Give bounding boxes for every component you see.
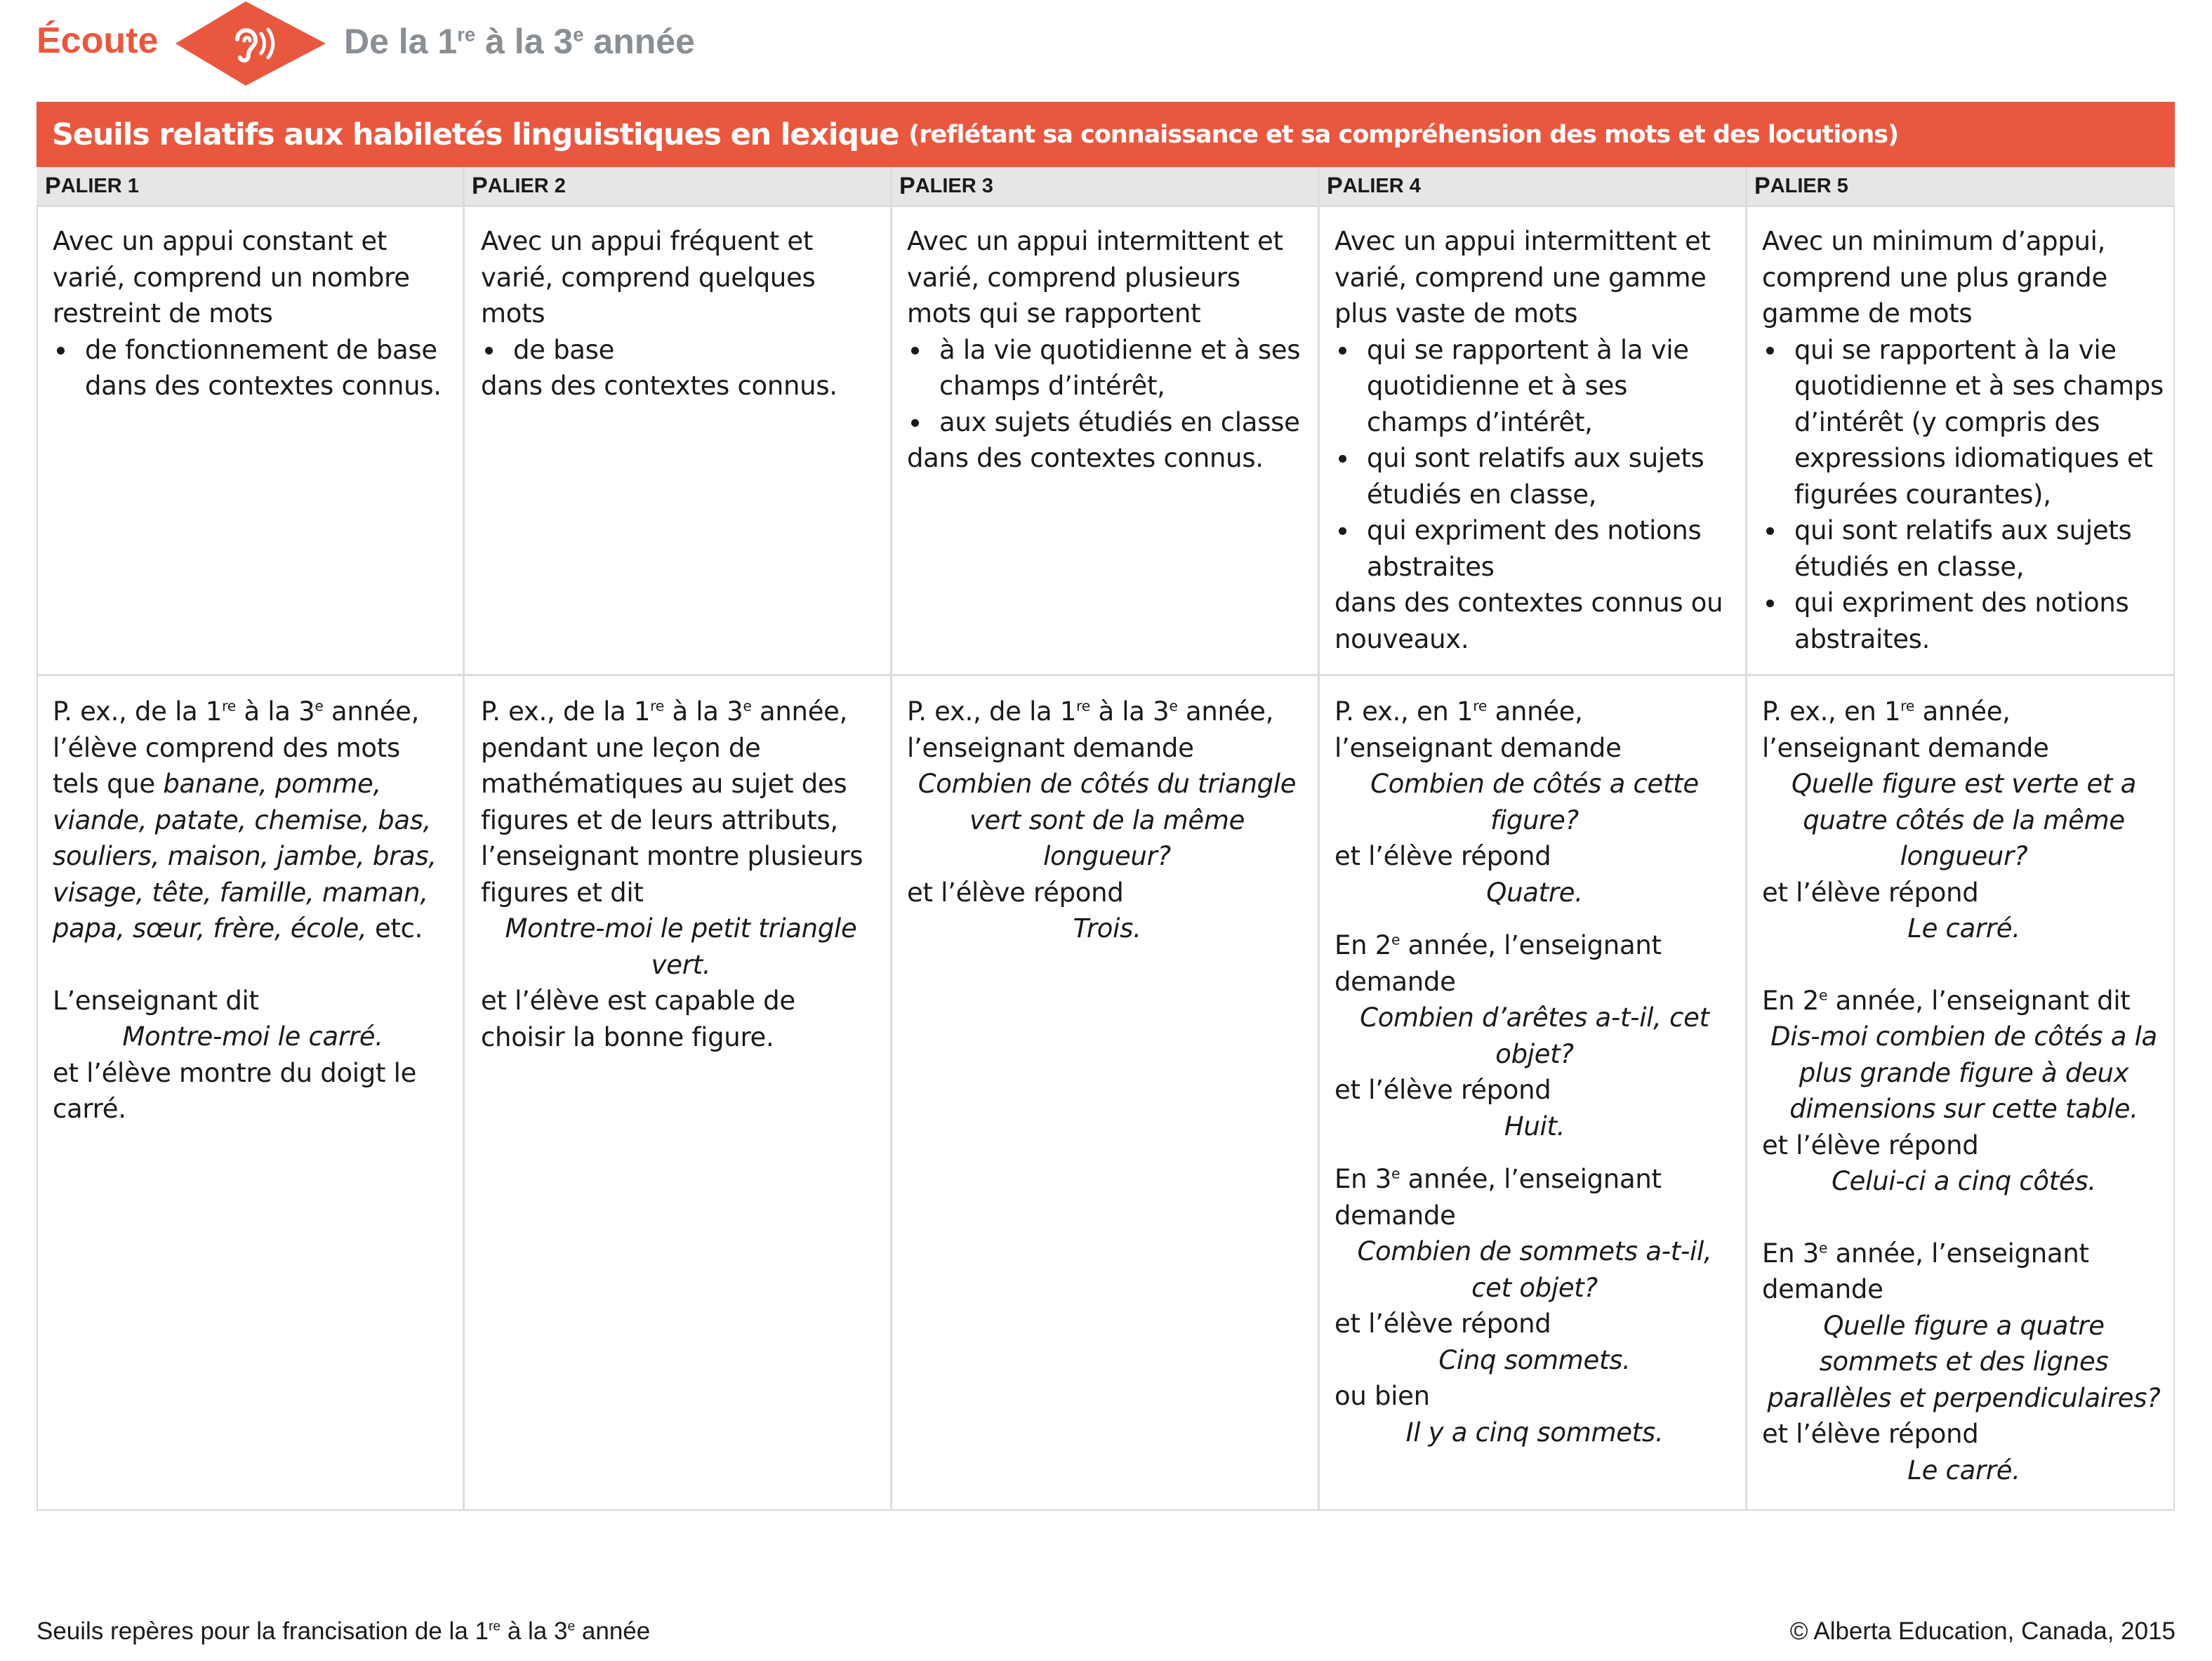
grade-range: De la 1re à la 3e année — [344, 22, 695, 61]
footer-document-title: Seuils repères pour la francisation de la 1re à la 3e année — [37, 1617, 651, 1645]
column-divider — [1318, 167, 1320, 1511]
list-item: aux sujets étudiés en classe — [907, 404, 1307, 441]
column-header-palier-1: P ALIER 1 — [37, 167, 463, 206]
list-item: à la vie quotidienne et à ses champs d’intérêt, — [907, 332, 1307, 404]
example-palier-1: P. ex., de la 1re à la 3e année, l’élève comprend des mots tels que banane, pomme, viande, patate, chemise, bas, souliers, maison, jambe, bras, visage, tête, famille, maman, papa, sœur, frère, école, etc. L’enseignant dit Montre-moi le carré. et l’élève montre du doigt le carré. — [53, 696, 437, 1124]
list-item: qui sont relatifs aux sujets étudiés en classe, — [1335, 440, 1735, 512]
column-header-palier-5: P ALIER 5 — [1746, 167, 2175, 206]
example-palier-2: P. ex., de la 1re à la 3e année, pendant une leçon de mathématiques au sujet des figures et de leurs attributs, l’enseignant montre plusieurs figures et dit Montre-moi le petit triangle vert. et l’élève est capable de choisir la bonne figure. — [481, 696, 863, 1052]
description-palier-5: Avec un minimum d’appui, comprend une plus grande gamme de mots qui se rapportent à la vie quotidienne et à ses champs d’intérêt (y compris des expressions idiomatiques et figurées courantes), qui sont relatifs aux sujets étudiés en classe, qui expriment des notions abstraites. — [1762, 223, 2166, 657]
column-divider — [463, 167, 465, 1511]
section-title: Écoute — [37, 20, 159, 61]
example-palier-4: P. ex., en 1re année, l’enseignant demande Combien de côtés a cette figure? et l’élève répond Quatre. En 2e année, l’enseignant demande Combien d’arêtes a-t-il, cet objet? et l’élève répond Huit. En 3e année, l’enseignant demande Combien de sommets a-t-il, cet objet? et l’élève répond Cinq sommets. ou bien Il y a cinq sommets. — [1335, 696, 1712, 1448]
description-palier-4: Avec un appui intermittent et varié, comprend une gamme plus vaste de mots qui se rapportent à la vie quotidienne et à ses champs d’intérêt, qui sont relatifs aux sujets étudiés en classe, qui expriment des notions abstraites dans des contextes connus ou nouveaux. — [1335, 223, 1735, 657]
column-divider — [890, 167, 892, 1511]
list-item: de base — [481, 332, 881, 369]
description-palier-2: Avec un appui fréquent et varié, comprend quelques mots de base dans des contextes connus. — [481, 223, 881, 404]
row-divider — [37, 205, 2175, 207]
list-item: qui se rapportent à la vie quotidienne et à ses champs d’intérêt (y compris des expressions idiomatiques et figurées courantes), — [1762, 332, 2166, 513]
row-divider — [37, 674, 2175, 676]
footer-copyright: © Alberta Education, Canada, 2015 — [1789, 1617, 2175, 1645]
ear-icon — [175, 0, 326, 87]
list-item: qui expriment des notions abstraites — [1335, 512, 1735, 585]
column-divider — [1745, 167, 1747, 1511]
example-palier-5: P. ex., en 1re année, l’enseignant demande Quelle figure est verte et a quatre côtés de la même longueur? et l’élève répond Le carré. En 2e année, l’enseignant dit Dis-moi combien de côtés a la plus grande figure à deux dimensions sur cette table. et l’élève répond Celui-ci a cinq côtés. En 3e année, l’enseignant demande Quelle figure a quatre sommets et des lignes parallèles et perpendiculaires? et l’élève répond Le carré. — [1762, 696, 2161, 1485]
table-banner — [37, 102, 2175, 167]
banner-subtitle: (reflétant sa connaissance et sa compréhension des mots et des locutions) — [908, 120, 1899, 149]
list-item: de fonctionnement de base dans des contextes connus. — [53, 332, 453, 404]
column-header-palier-2: P ALIER 2 — [463, 167, 891, 206]
list-item: qui expriment des notions abstraites. — [1762, 585, 2166, 657]
description-palier-3: Avec un appui intermittent et varié, comprend plusieurs mots qui se rapportent à la vie quotidienne et à ses champs d’intérêt, aux sujets étudiés en classe dans des contextes connus. — [907, 223, 1307, 477]
column-header-palier-3: P ALIER 3 — [891, 167, 1318, 206]
example-palier-3: P. ex., de la 1re à la 3e année, l’enseignant demande Combien de côtés du triangle vert sont de la même longueur? et l’élève répond Trois. — [907, 696, 1297, 944]
banner-title: Seuils relatifs aux habiletés linguistiques en lexique — [52, 117, 899, 152]
list-item: qui se rapportent à la vie quotidienne et à ses champs d’intérêt, — [1335, 332, 1735, 441]
list-item: qui sont relatifs aux sujets étudiés en classe, — [1762, 512, 2166, 585]
description-palier-1: Avec un appui constant et varié, comprend un nombre restreint de mots de fonctionnement de base dans des contextes connus. — [53, 223, 453, 404]
column-header-palier-4: P ALIER 4 — [1318, 167, 1746, 206]
